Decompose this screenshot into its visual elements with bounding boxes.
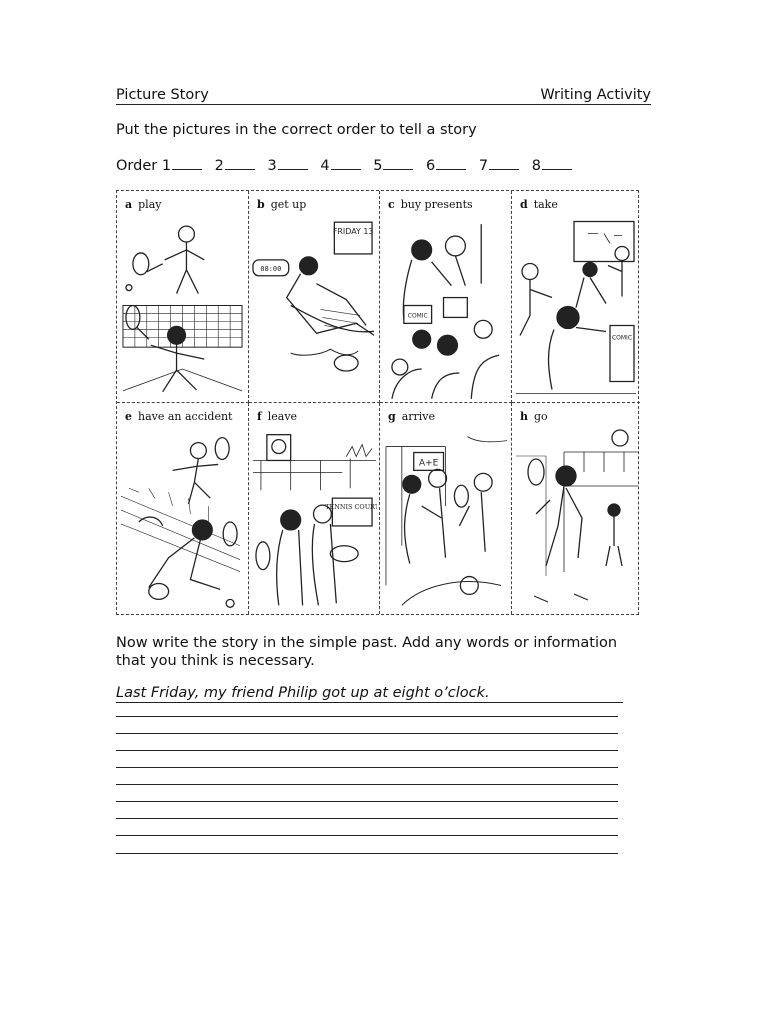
example-sentence: Last Friday, my friend Philip got up at eight o’clock. — [116, 685, 623, 703]
panel-b — [249, 191, 380, 403]
panel-label: a play — [125, 198, 162, 211]
story-instruction: Now write the story in the simple past. Add any words or information that you think is necessary. — [116, 635, 618, 669]
alarm-clock-time: 08:00 — [260, 264, 282, 273]
writing-line[interactable] — [116, 784, 618, 785]
comic-book-sign: COMIC — [407, 312, 428, 320]
writing-line[interactable] — [116, 750, 618, 751]
panel-label: c buy presents — [388, 198, 473, 211]
writing-line[interactable] — [116, 853, 618, 854]
shopping-illustration — [382, 213, 509, 400]
worksheet-header — [116, 87, 651, 105]
order-blank[interactable] — [436, 155, 466, 170]
accident-illustration — [119, 425, 246, 612]
panel-g — [380, 403, 512, 614]
order-number: 5 — [373, 158, 383, 174]
panel-d — [512, 191, 640, 403]
order-blank[interactable] — [489, 155, 519, 170]
order-number: 1 — [161, 158, 172, 174]
panel-label: d take — [520, 198, 558, 211]
writing-line[interactable] — [116, 716, 618, 717]
order-number: 8 — [531, 158, 541, 174]
leaving-building-illustration — [251, 425, 377, 612]
tennis-match-illustration — [119, 213, 246, 400]
header-title: Picture Story — [116, 87, 209, 103]
order-number: 2 — [214, 158, 224, 174]
instruction-text: Put the pictures in the correct order to tell a story — [116, 122, 477, 138]
order-number: 7 — [478, 158, 489, 174]
walking-to-school-illustration — [514, 425, 638, 612]
hospital-arrival-illustration — [382, 425, 509, 612]
header-activity: Writing Activity — [540, 87, 651, 103]
picture-grid — [116, 190, 639, 615]
writing-line[interactable] — [116, 801, 618, 802]
getting-up-illustration — [251, 213, 377, 400]
calendar-sign: FRIDAY 13 — [332, 227, 374, 237]
writing-line[interactable] — [116, 767, 618, 768]
writing-line[interactable] — [116, 835, 618, 836]
panel-label: f leave — [257, 410, 298, 423]
writing-line[interactable] — [116, 733, 618, 734]
panel-label: b get up — [257, 198, 307, 211]
order-blank[interactable] — [278, 155, 308, 170]
tennis-court-sign: TENNIS COURT — [325, 503, 377, 512]
order-label: Order — [116, 158, 158, 174]
order-number: 6 — [426, 158, 436, 174]
order-blank[interactable] — [331, 155, 361, 170]
order-blank[interactable] — [225, 155, 255, 170]
order-blank[interactable] — [383, 155, 413, 170]
panel-f — [249, 403, 380, 614]
panel-e — [117, 403, 249, 614]
writing-line[interactable] — [116, 818, 618, 819]
panel-label: e have an accident — [125, 410, 233, 423]
panel-a — [117, 191, 249, 403]
order-number: 4 — [320, 158, 330, 174]
order-number: 3 — [267, 158, 277, 174]
panel-h — [512, 403, 640, 614]
order-blank[interactable] — [542, 155, 572, 170]
panel-label: h go — [520, 410, 548, 423]
order-row — [116, 155, 580, 174]
panel-c — [380, 191, 512, 403]
classroom-illustration — [514, 213, 638, 400]
emergency-sign: A+E — [419, 458, 439, 469]
order-blank[interactable] — [172, 155, 202, 170]
panel-label: g arrive — [388, 410, 436, 423]
comic-book-sign: COMIC — [611, 334, 633, 342]
